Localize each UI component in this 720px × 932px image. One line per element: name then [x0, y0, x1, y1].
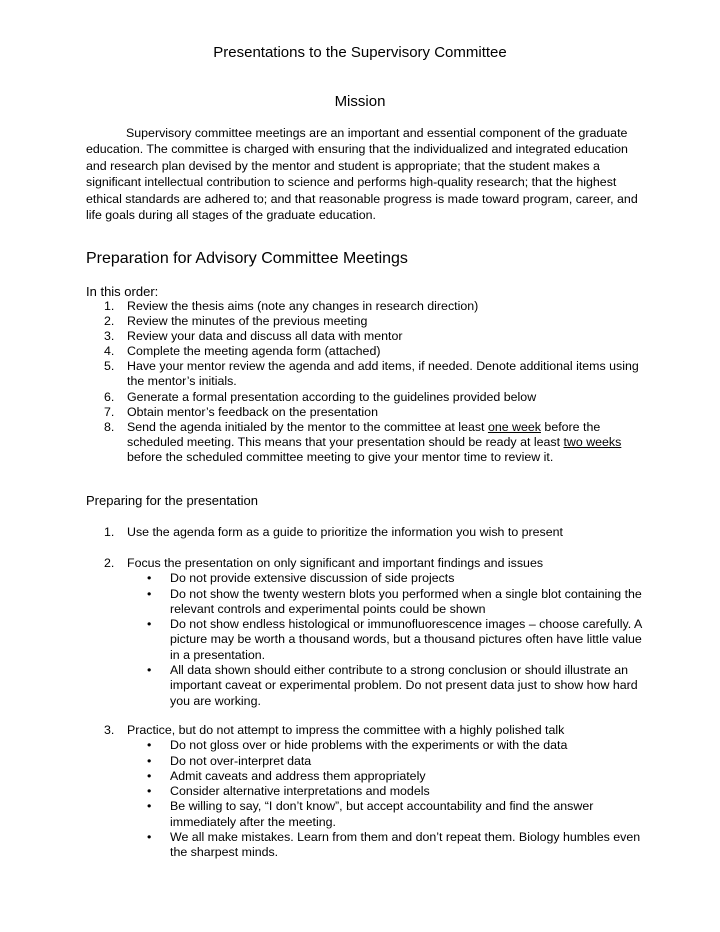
mission-text: Supervisory committee meetings are an important and essential component of the graduate education. The committee is charged with ensuring that the individualized and integrated education and research plan devised by the mentor and student is appropriate; that the student makes a significant intellectual contribution to science and performs high-quality research; that the highest ethical standards are adhered to; and that reasonable progress is made toward program, career, and life goals during all stages of the graduate education. — [86, 126, 638, 223]
point-1: 1. Use the agenda form as a guide to prioritize the information you wish to present — [104, 525, 563, 539]
list-item: 1. Review the thesis aims (note any changes in research direction) — [104, 299, 479, 313]
point-2-text: Focus the presentation on only significant and important findings and issues — [127, 556, 544, 570]
page-title: Presentations to the Supervisory Committee — [213, 44, 507, 61]
preparation-list — [86, 299, 646, 465]
bullet-item: • Do not provide extensive discussion of side projects — [147, 571, 455, 586]
list-item: 8. Send the agenda initialed by the mentor to the committee at least one week before the scheduled meeting. This means that your presentation should be ready at least two weeks before the scheduled committee meeting to give your mentor time to review it. — [104, 419, 622, 464]
bullet-item: • Do not gloss over or hide problems with the experiments or with the data — [147, 738, 568, 753]
point-2-bullets — [86, 571, 646, 709]
bullet-item: • Do not show the twenty western blots you performed when a single blot containing the relevant controls and experimental points could be shown — [147, 586, 642, 616]
mission-heading: Mission — [334, 93, 386, 110]
mission-paragraph — [86, 125, 646, 223]
point-3-text: Practice, but do not attempt to impress the committee with a highly polished talk — [127, 723, 565, 737]
bullet-item: • Be willing to say, “I don’t know”, but accept accountability and find the answer immediately after the meeting. — [147, 799, 594, 829]
point-3-bullets — [86, 738, 646, 860]
list-item: 2. Review the minutes of the previous meeting — [104, 314, 368, 329]
point-2: 2. Focus the presentation on only significant and important findings and issues • Do not provide extensive discussion of side projects • Do not show the twenty western blots you performed when a single blot containing the relevant controls and experimental points could be shown • Do not show endless histological or immunofluorescence images – choose carefully. A picture may be worth a thousand words, but a thousand pictures often have little value in a presentation. • All data shown should either contribute to a strong conclusion or should illustrate an important caveat or experimental problem. Do not present data just to show how hard you are working. — [86, 556, 646, 709]
point-3: 3. Practice, but do not attempt to impress the committee with a highly polished talk • Do not gloss over or hide problems with the experiments or with the data • Do not over-interpret data • Admit caveats and address them appropriately • Consider alternative interpretations and models • Be willing to say, “I don’t know”, but accept accountability and find the answer immediately after the meeting. • We all make mistakes. Learn from them and don’t repeat them. Biology humbles even the sharpest minds. — [86, 723, 646, 861]
presentation-heading: Preparing for the presentation — [86, 493, 258, 508]
list-item: 5. Have your mentor review the agenda and add items, if needed. Denote additional items using the mentor’s initials. — [104, 359, 639, 389]
bullet-item: • All data shown should either contribute to a strong conclusion or should illustrate an important caveat or experimental problem. Do not present data just to show how hard you are working. — [147, 663, 638, 708]
list-item: 4. Complete the meeting agenda form (attached) — [104, 344, 381, 359]
bullet-item: • We all make mistakes. Learn from them and don’t repeat them. Biology humbles even the sharpest minds. — [147, 830, 641, 860]
order-intro: In this order: — [86, 284, 159, 299]
list-item: 7. Obtain mentor’s feedback on the presentation — [104, 404, 378, 419]
underlined-two-weeks: two weeks — [563, 434, 622, 449]
list-item: 6. Generate a formal presentation according to the guidelines provided below — [104, 389, 537, 404]
bullet-item: • Do not over-interpret data — [147, 753, 312, 768]
point-1-text: Use the agenda form as a guide to prioritize the information you wish to present — [127, 525, 563, 539]
list-item: 3. Review your data and discuss all data with mentor — [104, 329, 403, 344]
bullet-item: • Do not show endless histological or immunofluorescence images – choose carefully. A picture may be worth a thousand words, but a thousand pictures often have little value in a presentation. — [147, 617, 642, 662]
underlined-one-week: one week — [487, 419, 541, 434]
preparation-heading: Preparation for Advisory Committee Meetings — [86, 250, 408, 267]
bullet-item: • Admit caveats and address them appropriately — [147, 768, 426, 783]
bullet-item: • Consider alternative interpretations and models — [147, 784, 430, 799]
